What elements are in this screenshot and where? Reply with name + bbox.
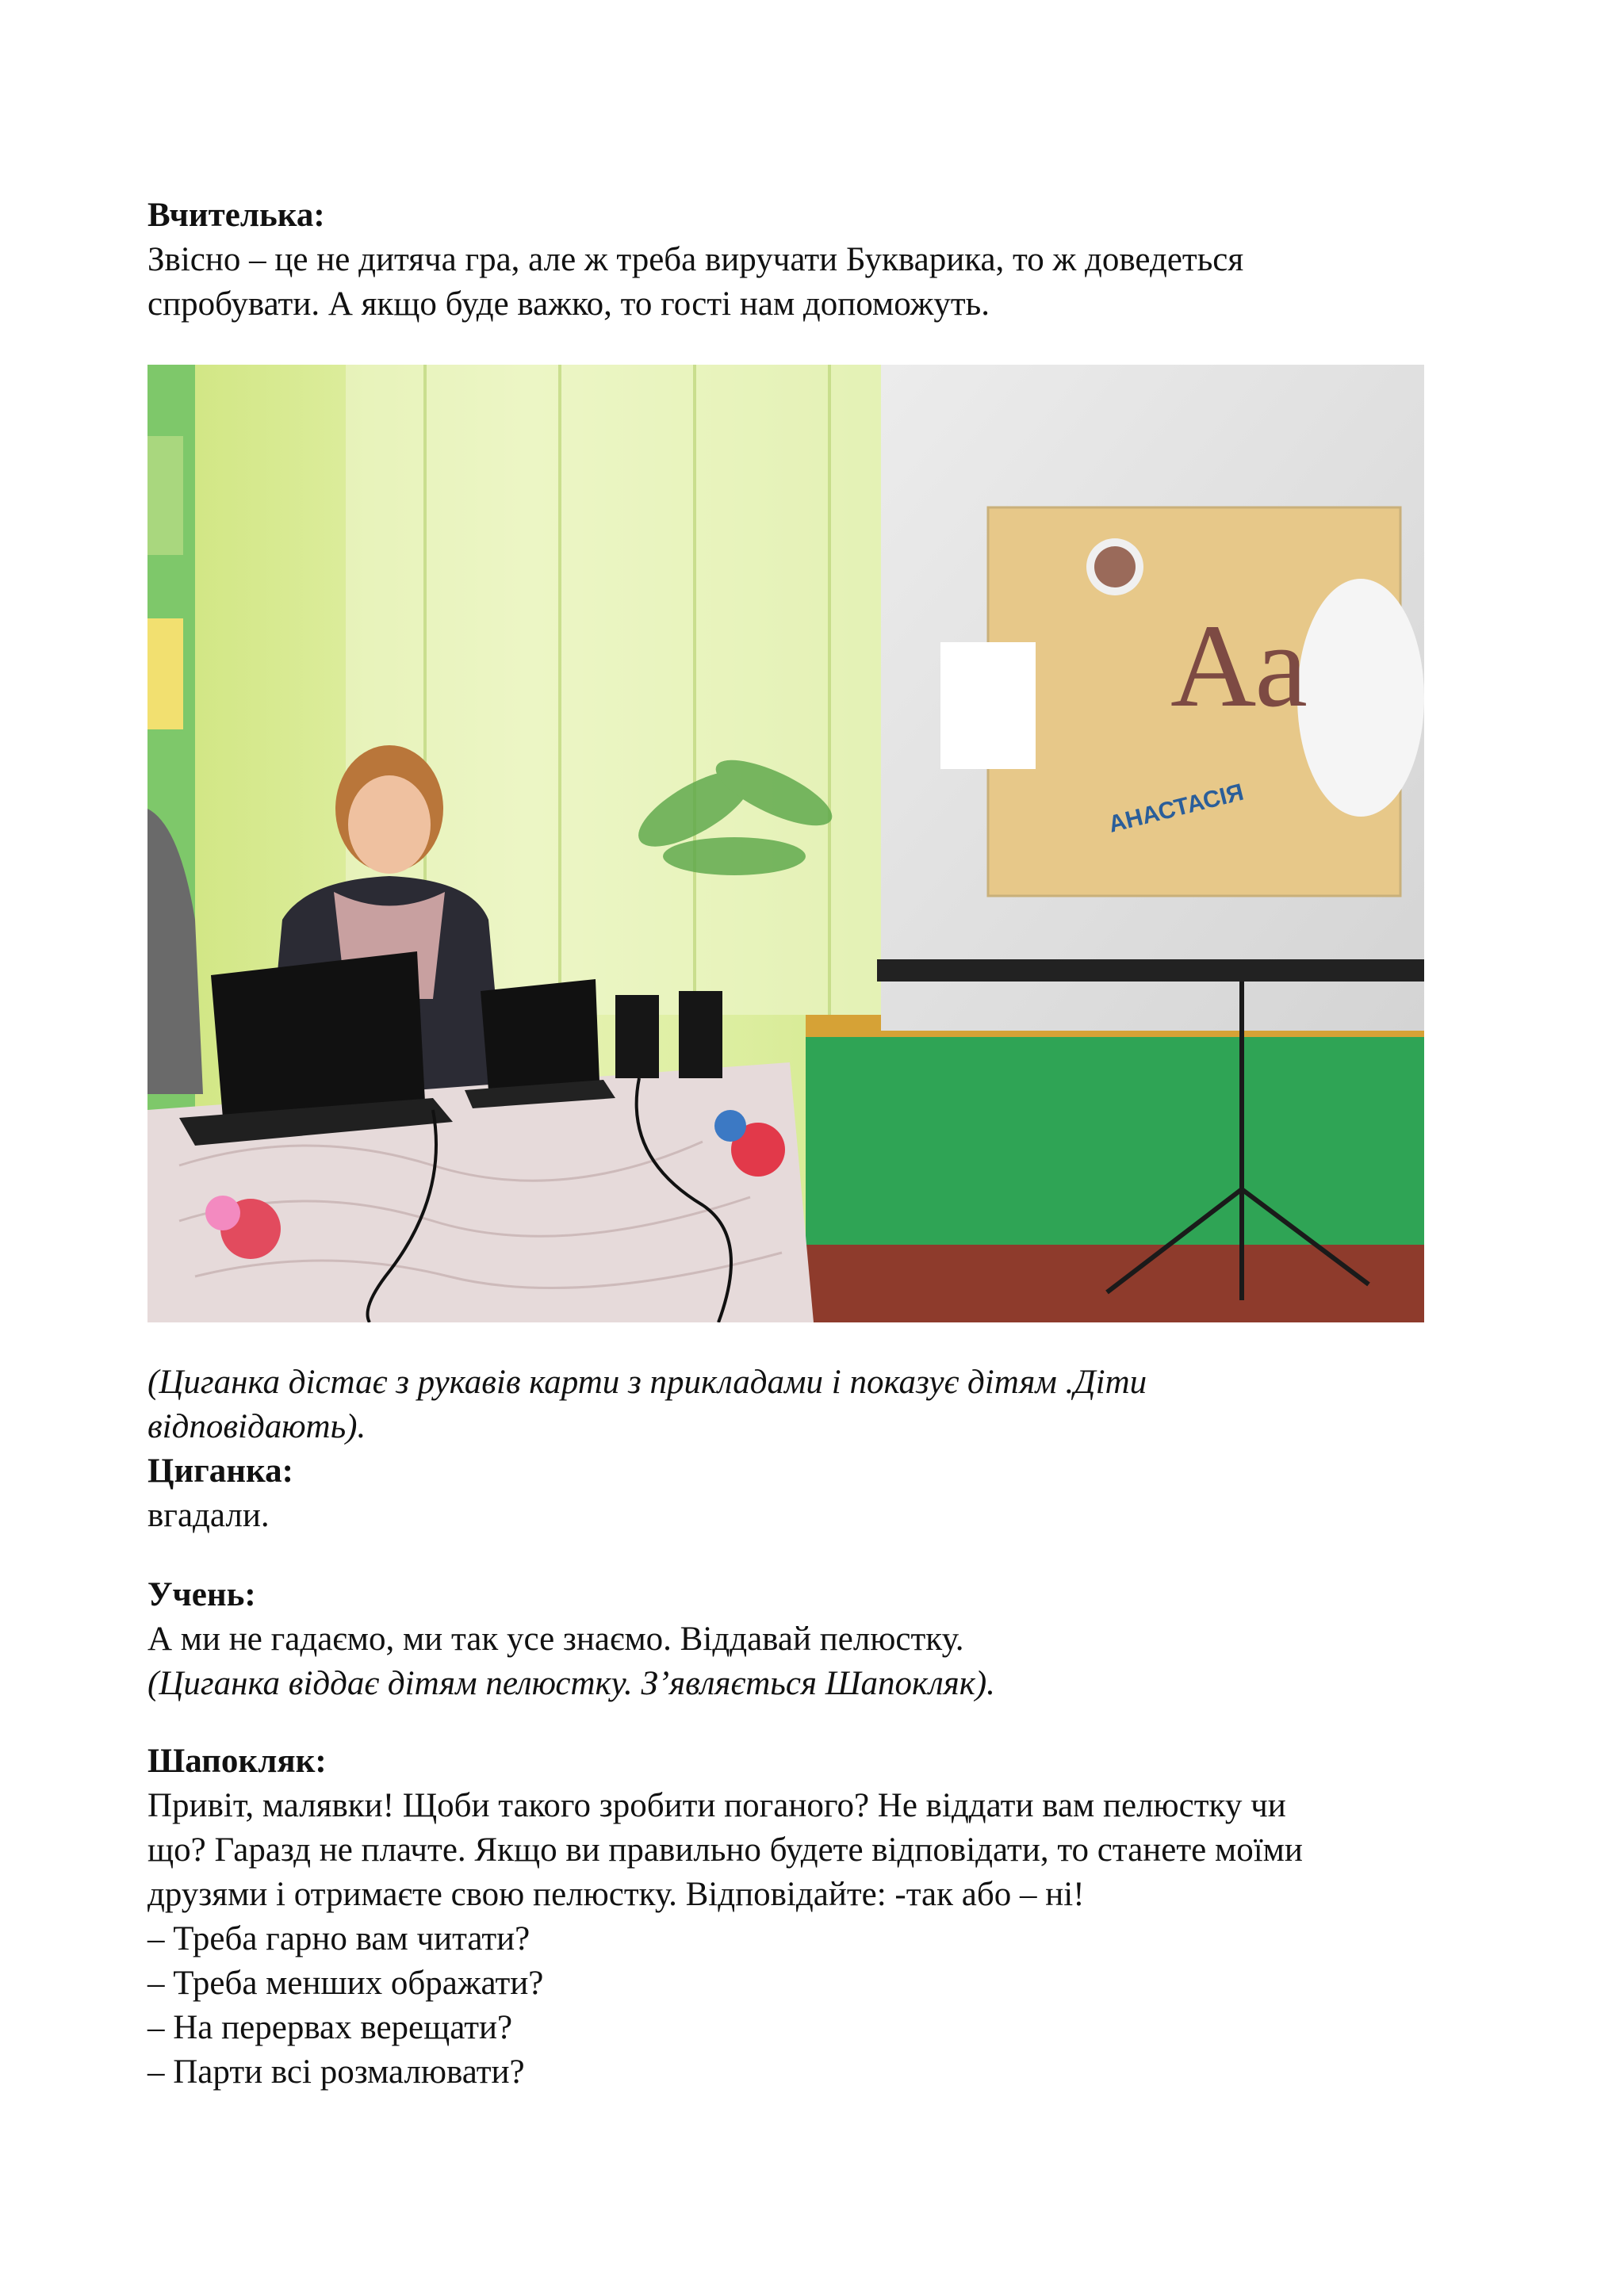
stage-direction-block	[147, 1360, 1480, 1538]
list-item: – Парти всі розмалювати?	[147, 2053, 525, 2091]
speaker-name: Циганка:	[147, 1452, 293, 1490]
paragraph-line: друзями і отримаєте свою пелюстку. Відповідайте: -так або – ні!	[147, 1876, 1085, 1913]
list-item: – Треба гарно вам читати?	[147, 1920, 530, 1957]
classroom-photo	[147, 365, 1424, 1322]
slide-caption: АНАСТАСІЯ	[1105, 779, 1247, 838]
paragraph-line: вгадали.	[147, 1497, 270, 1534]
speaker-name: Шапокляк:	[147, 1743, 327, 1780]
paragraph-line: спробувати. А якщо буде важко, то гості нам допоможуть.	[147, 285, 990, 323]
shapoklyak-block	[147, 1739, 1480, 2095]
paragraph-line: Звісно – це не дитяча гра, але ж треба виручати Букварика, то ж доведеться	[147, 241, 1244, 278]
list-item: – Треба менших ображати?	[147, 1965, 544, 2002]
slide-letters: Аа	[1170, 600, 1308, 732]
teacher-block	[147, 193, 1480, 327]
speaker-name: Учень:	[147, 1576, 256, 1613]
stage-direction-line: (Циганка віддає дітям пелюстку. З’являється Шапокляк).	[147, 1665, 995, 1702]
speaker-name: Вчителька:	[147, 197, 325, 234]
stage-direction-line: відповідають).	[147, 1408, 366, 1445]
paragraph-line: А ми не гадаємо, ми так усе знаємо. Віддавай пелюстку.	[147, 1621, 964, 1658]
list-item: – На перервах верещати?	[147, 2009, 513, 2046]
paragraph-line: Привіт, малявки! Щоби такого зробити поганого? Не віддати вам пелюстку чи	[147, 1787, 1286, 1824]
pupil-block	[147, 1573, 1480, 1706]
paragraph-line: що? Гаразд не плачте. Якщо ви правильно будете відповідати, то станете моїми	[147, 1831, 1303, 1869]
stage-direction-line: (Циганка дістає з рукавів карти з прикладами і показує дітям .Діти	[147, 1364, 1147, 1401]
